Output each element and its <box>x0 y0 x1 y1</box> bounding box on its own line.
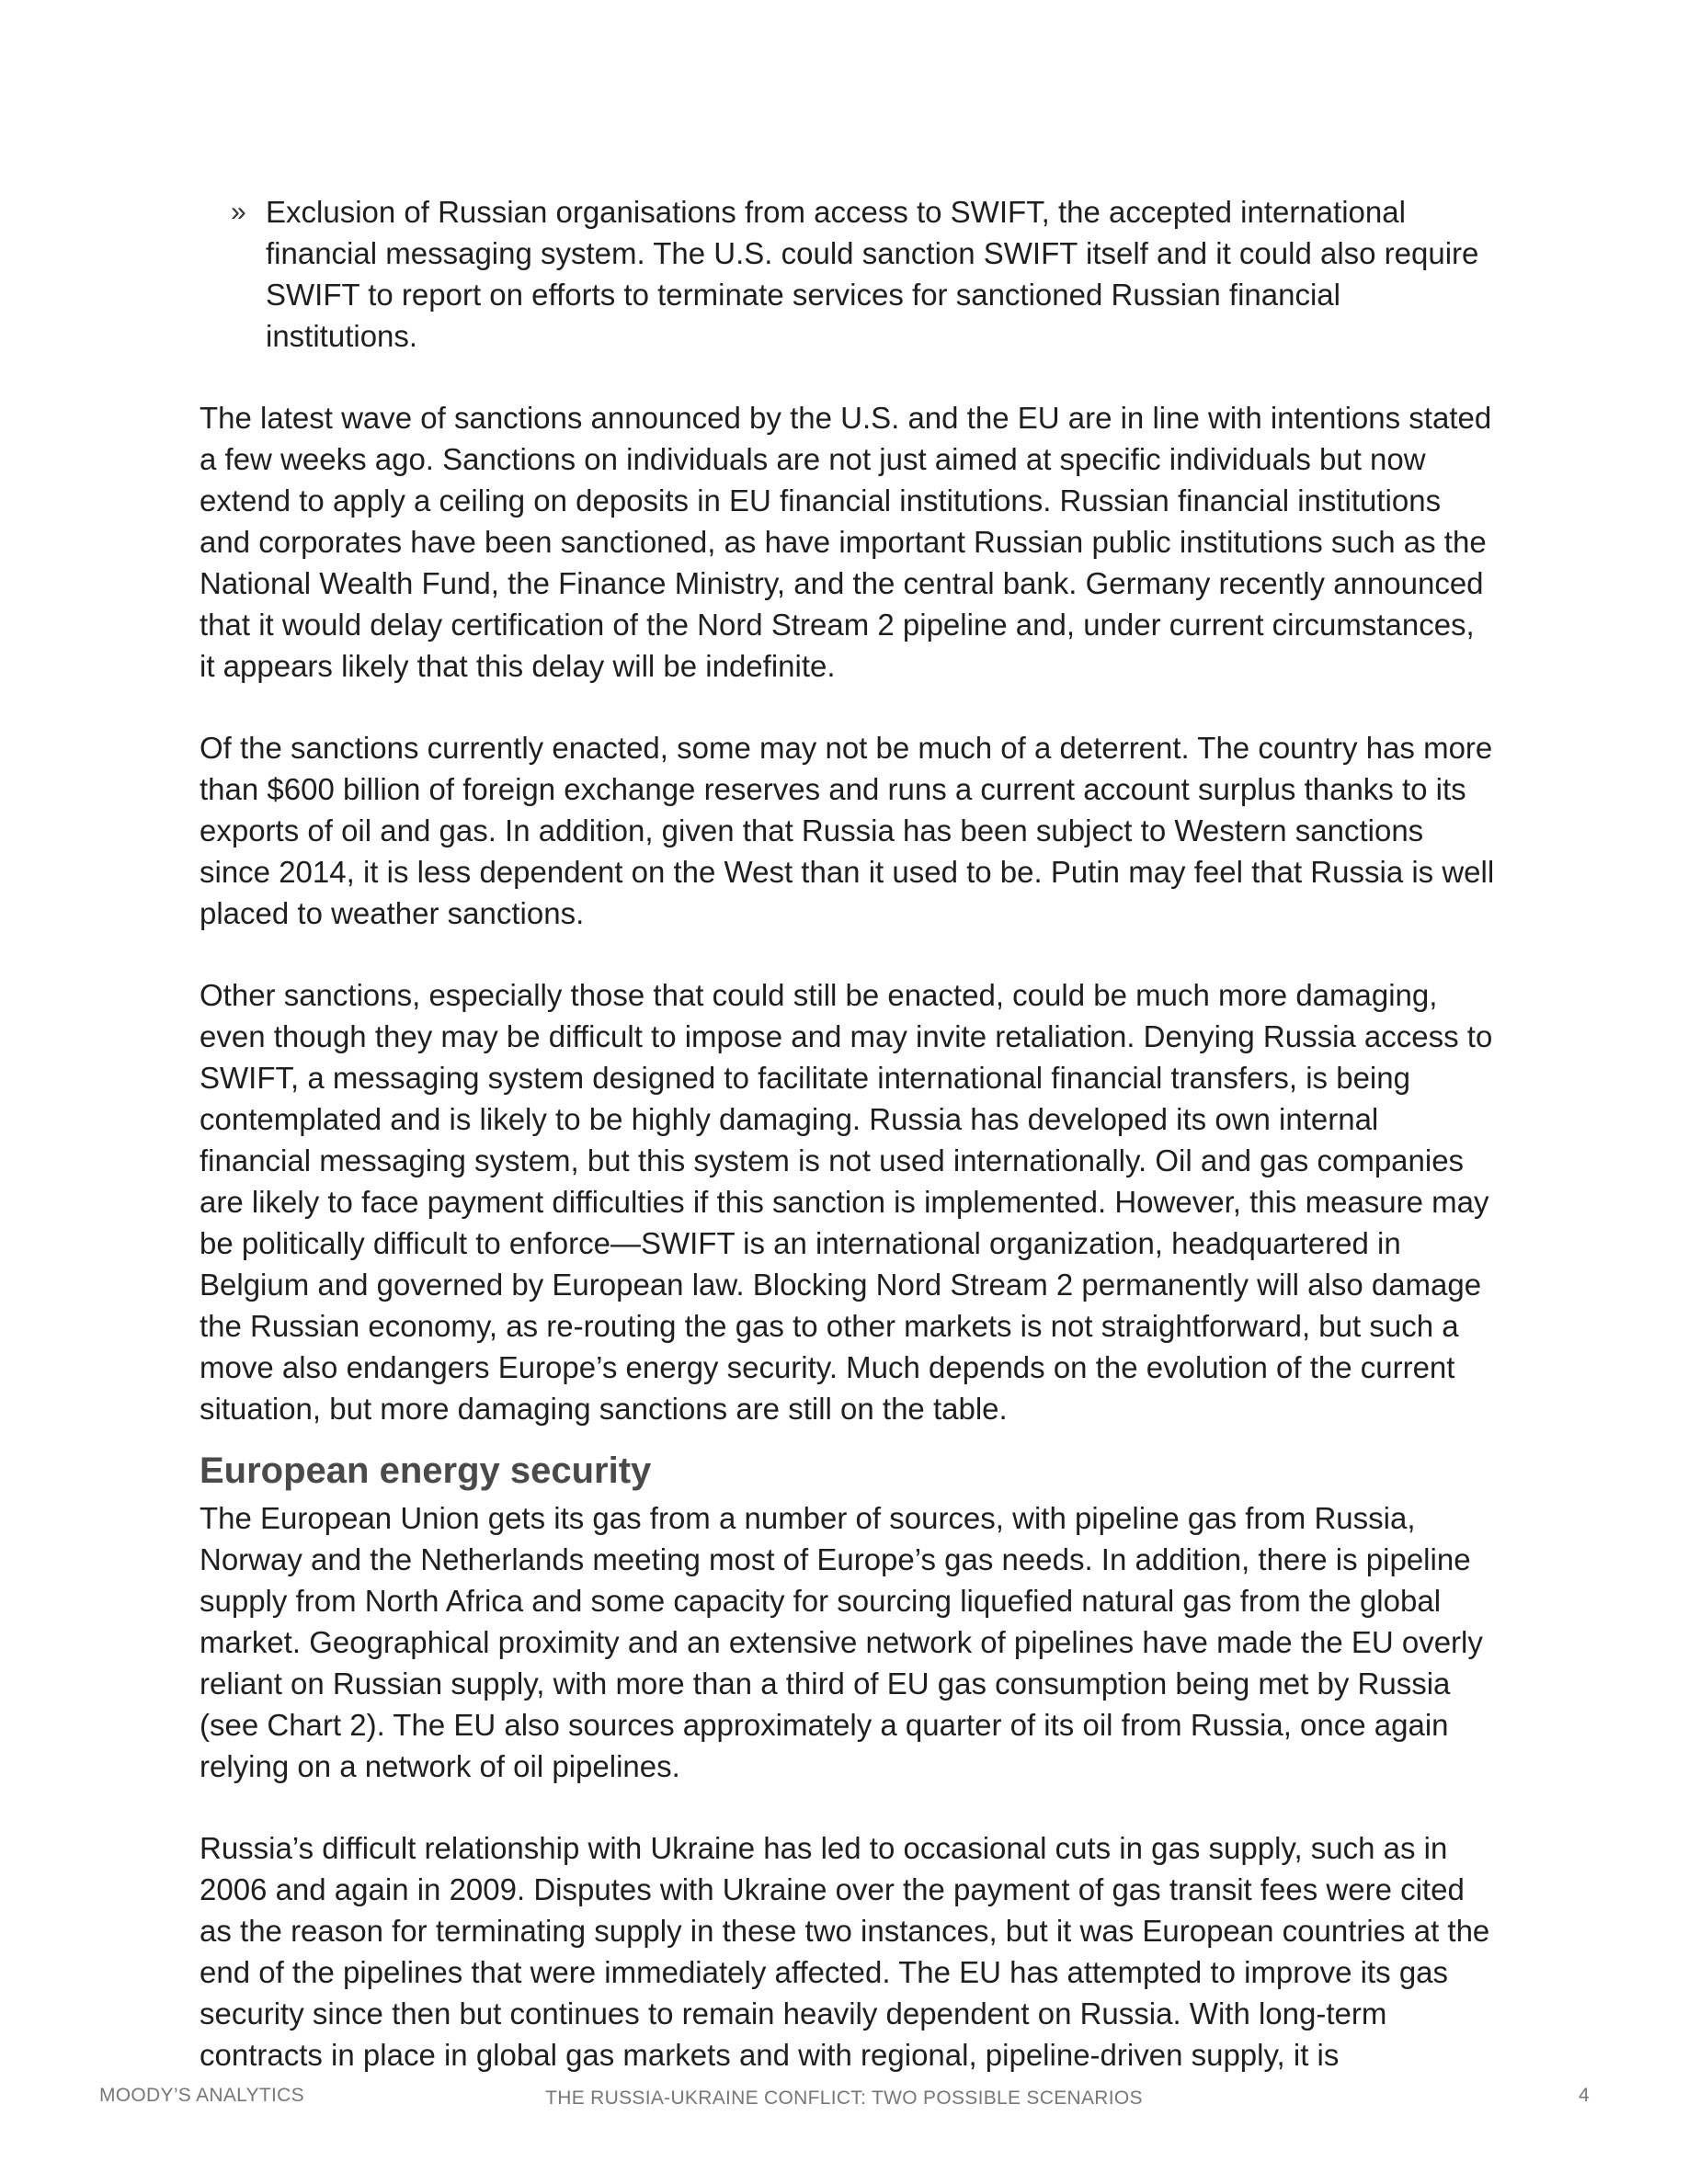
bullet-marker: » <box>231 197 246 227</box>
paragraph-ukraine-relationship: Russia’s difficult relationship with Ukraine has led to occasional cuts in gas supply, such as in 2006 and again in 2009. Disputes with Ukraine over the payment of gas transit fees were cited as the reason for terminating supply in these two instances, but it was European countries at the end of the pipelines that were immediately affected. The EU has attempted to improve its gas security since then but continues to remain heavily dependent on Russia. With long-term contracts in place in global gas markets and with regional, pipeline-driven supply, it is <box>200 1831 1490 2072</box>
page-body <box>200 191 1496 2116</box>
paragraph-deterrent: Of the sanctions currently enacted, some may not be much of a deterrent. The country has more than $600 billion of foreign exchange reserves and runs a current account surplus thanks to its exports of oil and gas. In addition, given that Russia has been subject to Western sanctions since 2014, it is less dependent on the West than it used to be. Putin may feel that Russia is well placed to weather sanctions. <box>200 731 1495 930</box>
paragraph-damaging-sanctions: Other sanctions, especially those that could still be enacted, could be much more damaging, even though they may be difficult to impose and may invite retaliation. Denying Russia access to SWIFT, a messaging system designed to facilitate international financial transfers, is being contemplated and is likely to be highly damaging. Russia has developed its own internal financial messaging system, but this system is not used internationally. Oil and gas companies are likely to face payment difficulties if this sanction is implemented. However, this measure may be politically difficult to enforce—SWIFT is an international organization, headquartered in Belgium and governed by European law. Blocking Nord Stream 2 permanently will also damage the Russian economy, as re-routing the gas to other markets is not straightforward, but such a move also endangers Europe’s energy security. Much depends on the evolution of the current situation, but more damaging sanctions are still on the table. <box>200 978 1493 1426</box>
paragraph-sanctions-wave: The latest wave of sanctions announced by the U.S. and the EU are in line with intentions stated a few weeks ago. Sanctions on individuals are not just aimed at specific individuals but now extend to apply a ceiling on deposits in EU financial institutions. Russian financial institutions and corporates have been sanctioned, as have important Russian public institutions such as the National Wealth Fund, the Finance Ministry, and the central bank. Germany recently announced that it would delay certification of the Nord Stream 2 pipeline and, under current circumstances, it appears likely that this delay will be indefinite. <box>200 401 1492 683</box>
footer-brand: MOODY’S ANALYTICS <box>99 2085 304 2106</box>
page-number: 4 <box>1579 2085 1590 2106</box>
footer-report-title: THE RUSSIA-UKRAINE CONFLICT: TWO POSSIBLE SCENARIOS <box>545 2087 1143 2109</box>
bullet-text: Exclusion of Russian organisations from access to SWIFT, the accepted international financial messaging system. The U.S. could sanction SWIFT itself and it could also require SWIFT to report on efforts to terminate services for sanctioned Russian financial institutions. <box>266 195 1479 353</box>
page-footer <box>0 2085 1688 2112</box>
section-heading: European energy security <box>200 1450 652 1491</box>
paragraph-eu-gas-sources: The European Union gets its gas from a number of sources, with pipeline gas from Russia, Norway and the Netherlands meeting most of Europe’s gas needs. In addition, there is pipeline supply from North Africa and some capacity for sourcing liquefied natural gas from the global market. Geographical proximity and an extensive network of pipelines have made the EU overly reliant on Russian supply, with more than a third of EU gas consumption being met by Russia (see Chart 2). The EU also sources approximately a quarter of its oil from Russia, once again relying on a network of oil pipelines. <box>200 1501 1483 1783</box>
bullet-item <box>200 191 1496 357</box>
